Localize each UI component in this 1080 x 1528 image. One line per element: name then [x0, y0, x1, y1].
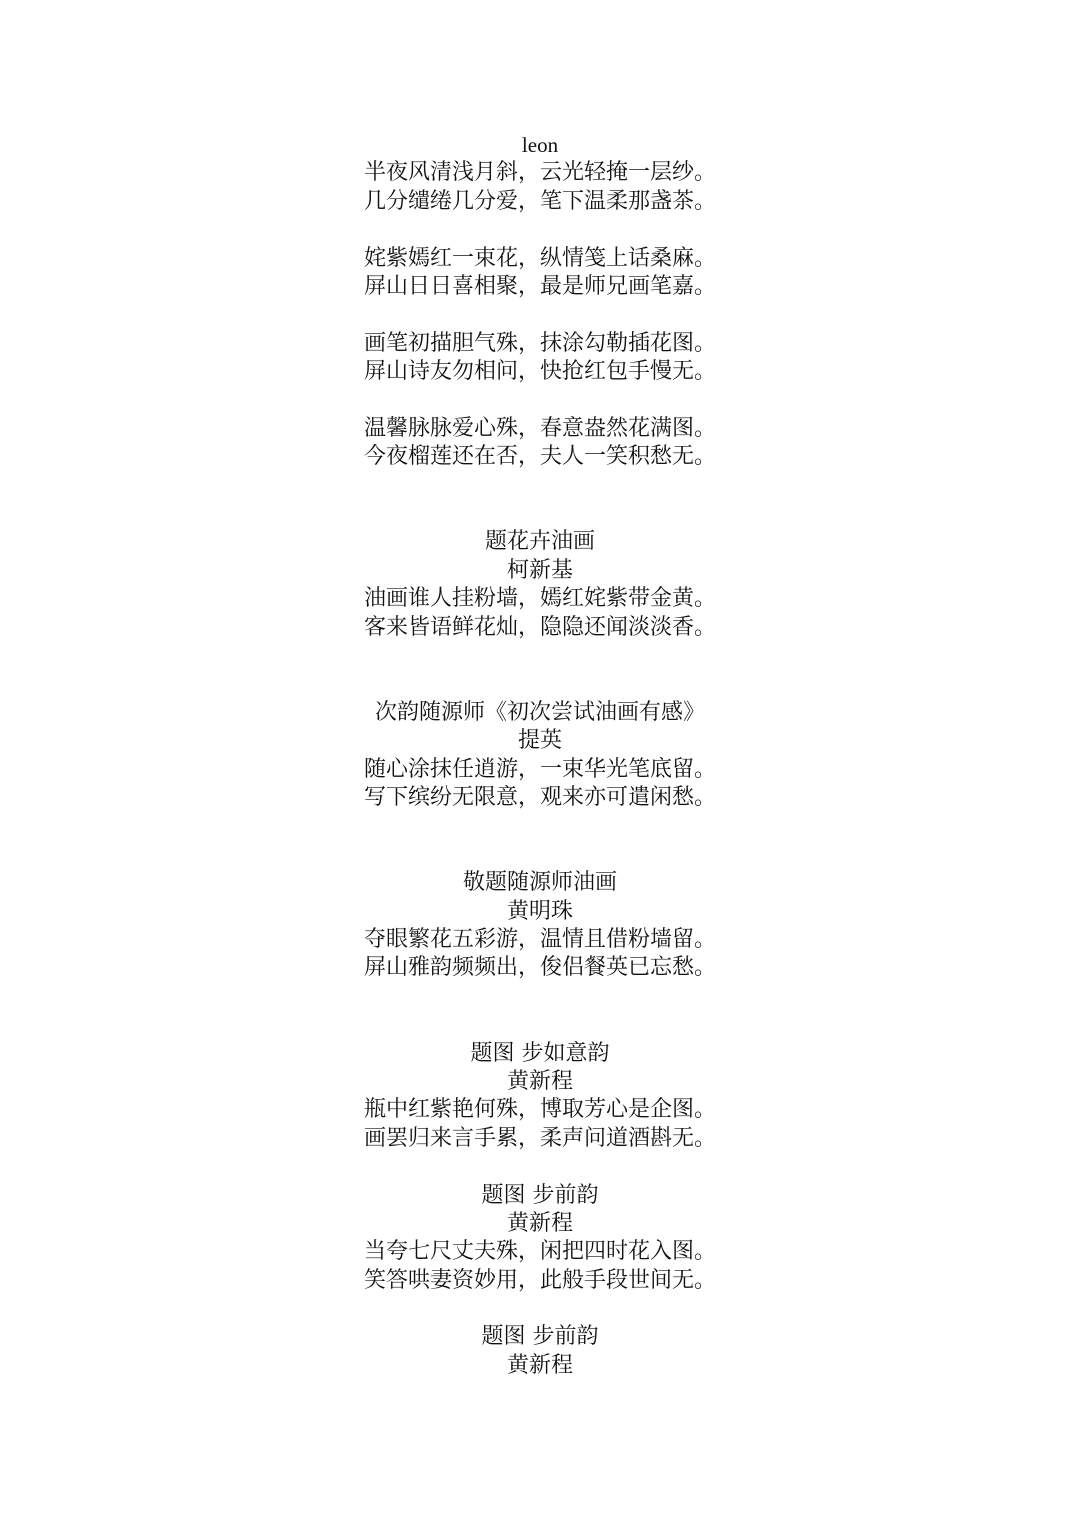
stanza-gap [0, 387, 1080, 415]
poem-author: 柯新基 [506, 557, 573, 583]
poem-author: 黄新程 [506, 1068, 573, 1094]
poem-block [0, 528, 1080, 642]
poem-line: 姹紫嫣红一束花，纵情笺上话桑麻。 [363, 245, 716, 271]
poem-line: 屏山诗友勿相问，快抢红包手慢无。 [363, 359, 716, 385]
poem-line: 温馨脉脉爱心殊，春意盎然花满图。 [363, 415, 716, 441]
poem-gap [0, 812, 1080, 869]
poem-block [0, 1040, 1080, 1154]
poem-title: 题图 步如意韵 [470, 1040, 610, 1066]
poem-title: 题图 步前韵 [481, 1324, 599, 1350]
stanza-gap [0, 216, 1080, 244]
document-page [0, 131, 1080, 1380]
poem-gap [0, 1295, 1080, 1323]
poem-title: 敬题随源师油画 [462, 870, 617, 896]
poem-line: 今夜榴莲还在否，夫人一笑积愁无。 [363, 444, 716, 470]
poem-author: leon [521, 133, 559, 157]
poem-line: 屏山日日喜相聚，最是师兄画笔嘉。 [363, 273, 716, 299]
poem-gap [0, 642, 1080, 699]
poem-line: 夺眼繁花五彩游，温情且借粉墙留。 [363, 926, 716, 952]
poem-block [0, 1323, 1080, 1380]
poem-gap [0, 472, 1080, 529]
poem-line: 几分缱绻几分爱，笔下温柔那盏茶。 [363, 188, 716, 214]
stanza-gap [0, 301, 1080, 329]
poem-block [0, 131, 1080, 472]
poem-line: 当夸七尺丈夫殊，闲把四时花入图。 [363, 1239, 716, 1265]
poem-line: 笑答哄妻资妙用，此般手段世间无。 [363, 1267, 716, 1293]
poem-block [0, 1182, 1080, 1296]
poem-author: 黄新程 [506, 1210, 573, 1236]
poem-line: 屏山雅韵频频出，俊侣餐英已忘愁。 [363, 955, 716, 981]
poem-block [0, 869, 1080, 983]
poem-author: 黄新程 [506, 1352, 573, 1378]
poem-line: 客来皆语鲜花灿，隐隐还闻淡淡香。 [363, 614, 716, 640]
poem-author: 提英 [517, 728, 562, 754]
poem-block [0, 699, 1080, 813]
poem-line: 半夜风清浅月斜，云光轻掩一层纱。 [363, 160, 716, 186]
poem-title: 题图 步前韵 [481, 1182, 599, 1208]
poem-title: 题花卉油画 [484, 529, 595, 555]
poem-line: 油画谁人挂粉墙，嫣红姹紫带金黄。 [363, 586, 716, 612]
poem-author: 黄明珠 [506, 898, 573, 924]
poem-line: 写下缤纷无限意，观来亦可遣闲愁。 [363, 785, 716, 811]
poem-gap [0, 1153, 1080, 1181]
poem-line: 画笔初描胆气殊，抹涂勾勒插花图。 [363, 330, 716, 356]
poem-line: 画罢归来言手累，柔声问道酒斟无。 [363, 1125, 716, 1151]
poem-title: 次韵随源师《初次尝试油画有感》 [374, 699, 705, 725]
poem-line: 随心涂抹任逍游，一束华光笔底留。 [363, 756, 716, 782]
poem-gap [0, 983, 1080, 1040]
poem-line: 瓶中红紫艳何殊，博取芳心是企图。 [363, 1097, 716, 1123]
